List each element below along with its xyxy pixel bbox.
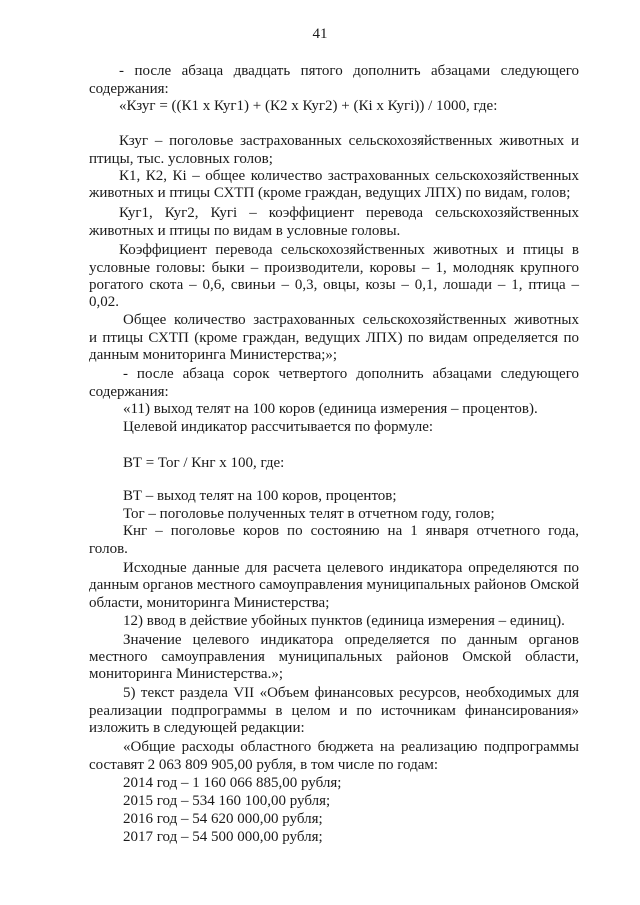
text-line: изложить в следующей редакции: <box>89 720 305 736</box>
text-line: 2017 год – 54 500 000,00 рубля; <box>123 829 323 845</box>
text-line: содержания: <box>89 384 169 400</box>
text-line: Целевой индикатор рассчитывается по формуле: <box>123 419 434 435</box>
text-line: мониторинга Министерства.»; <box>89 666 283 682</box>
text-line: данным мониторинга Министерства;»; <box>89 347 338 363</box>
text-line: условные головы: быки – производители, коровы – 1, молодняк крупного <box>89 260 579 276</box>
text-line: 12) ввод в действие убойных пунктов (единица измерения – единиц). <box>123 613 565 629</box>
text-line: 2014 год – 1 160 066 885,00 рубля; <box>123 775 342 791</box>
text-line: голов. <box>89 541 128 557</box>
formula-line: ВТ = Тог / Кнг х 100, где: <box>123 455 285 471</box>
text-line: ВТ – выход телят на 100 коров, процентов; <box>123 488 397 504</box>
text-line: - после абзаца двадцать пятого дополнить абзацами следующего <box>119 63 579 79</box>
text-line: - после абзаца сорок четвертого дополнить абзацами следующего <box>123 366 579 382</box>
text-line: Исходные данные для расчета целевого индикатора определяются по <box>123 560 579 576</box>
text-line: Тог – поголовье полученных телят в отчетном году, голов; <box>123 506 495 522</box>
formula-line: «Кзуг = ((К1 х Куг1) + (К2 х Куг2) + (Кi х Кугi)) / 1000, где: <box>119 98 498 114</box>
text-line: местного самоуправления муниципальных районов Омской области, <box>89 649 579 665</box>
text-line: содержания: <box>89 81 169 97</box>
text-line: области, мониторинга Министерства; <box>89 595 330 611</box>
text-line: «11) выход телят на 100 коров (единица измерения – процентов). <box>123 401 538 417</box>
text-line: Значение целевого индикатора определяется по данным органов <box>123 632 579 648</box>
text-line: Общее количество застрахованных сельскохозяйственных животных <box>123 312 579 328</box>
text-line: 0,02. <box>89 294 119 310</box>
text-line: животных и птицы по видам в условные головы. <box>89 223 401 239</box>
text-line: рогатого скота – 0,6, свиньи – 0,3, овцы, козы – 0,1, лошади – 1, птица – <box>89 277 579 293</box>
text-line: Коэффициент перевода сельскохозяйственных животных и птицы в <box>119 242 579 258</box>
text-line: животных и птицы СХТП (кроме граждан, ведущих ЛПХ) по видам, голов; <box>89 185 571 201</box>
text-line: Кзуг – поголовье застрахованных сельскохозяйственных животных и <box>119 133 579 149</box>
text-line: 2015 год – 534 160 100,00 рубля; <box>123 793 331 809</box>
text-line: птицы, тыс. условных голов; <box>89 151 273 167</box>
text-line: и птицы СХТП (кроме граждан, ведущих ЛПХ) по видам определяется по <box>89 330 579 346</box>
text-line: 2016 год – 54 620 000,00 рубля; <box>123 811 323 827</box>
text-line: реализации подпрограммы в целом и по источникам финансирования» <box>89 703 579 719</box>
text-line: «Общие расходы областного бюджета на реализацию подпрограммы <box>123 739 579 755</box>
text-line: К1, К2, Кi – общее количество застрахованных сельскохозяйственных <box>119 168 579 184</box>
text-line: Куг1, Куг2, Кугi – коэффициент перевода сельскохозяйственных <box>119 205 579 221</box>
text-line: Кнг – поголовье коров по состоянию на 1 января отчетного года, <box>123 523 579 539</box>
text-line: 5) текст раздела VII «Объем финансовых ресурсов, необходимых для <box>123 685 579 701</box>
text-line: данным органов местного самоуправления муниципальных районов Омской <box>89 577 580 593</box>
page-number: 41 <box>312 26 328 42</box>
text-line: составят 2 063 809 905,00 рубля, в том числе по годам: <box>89 757 439 773</box>
